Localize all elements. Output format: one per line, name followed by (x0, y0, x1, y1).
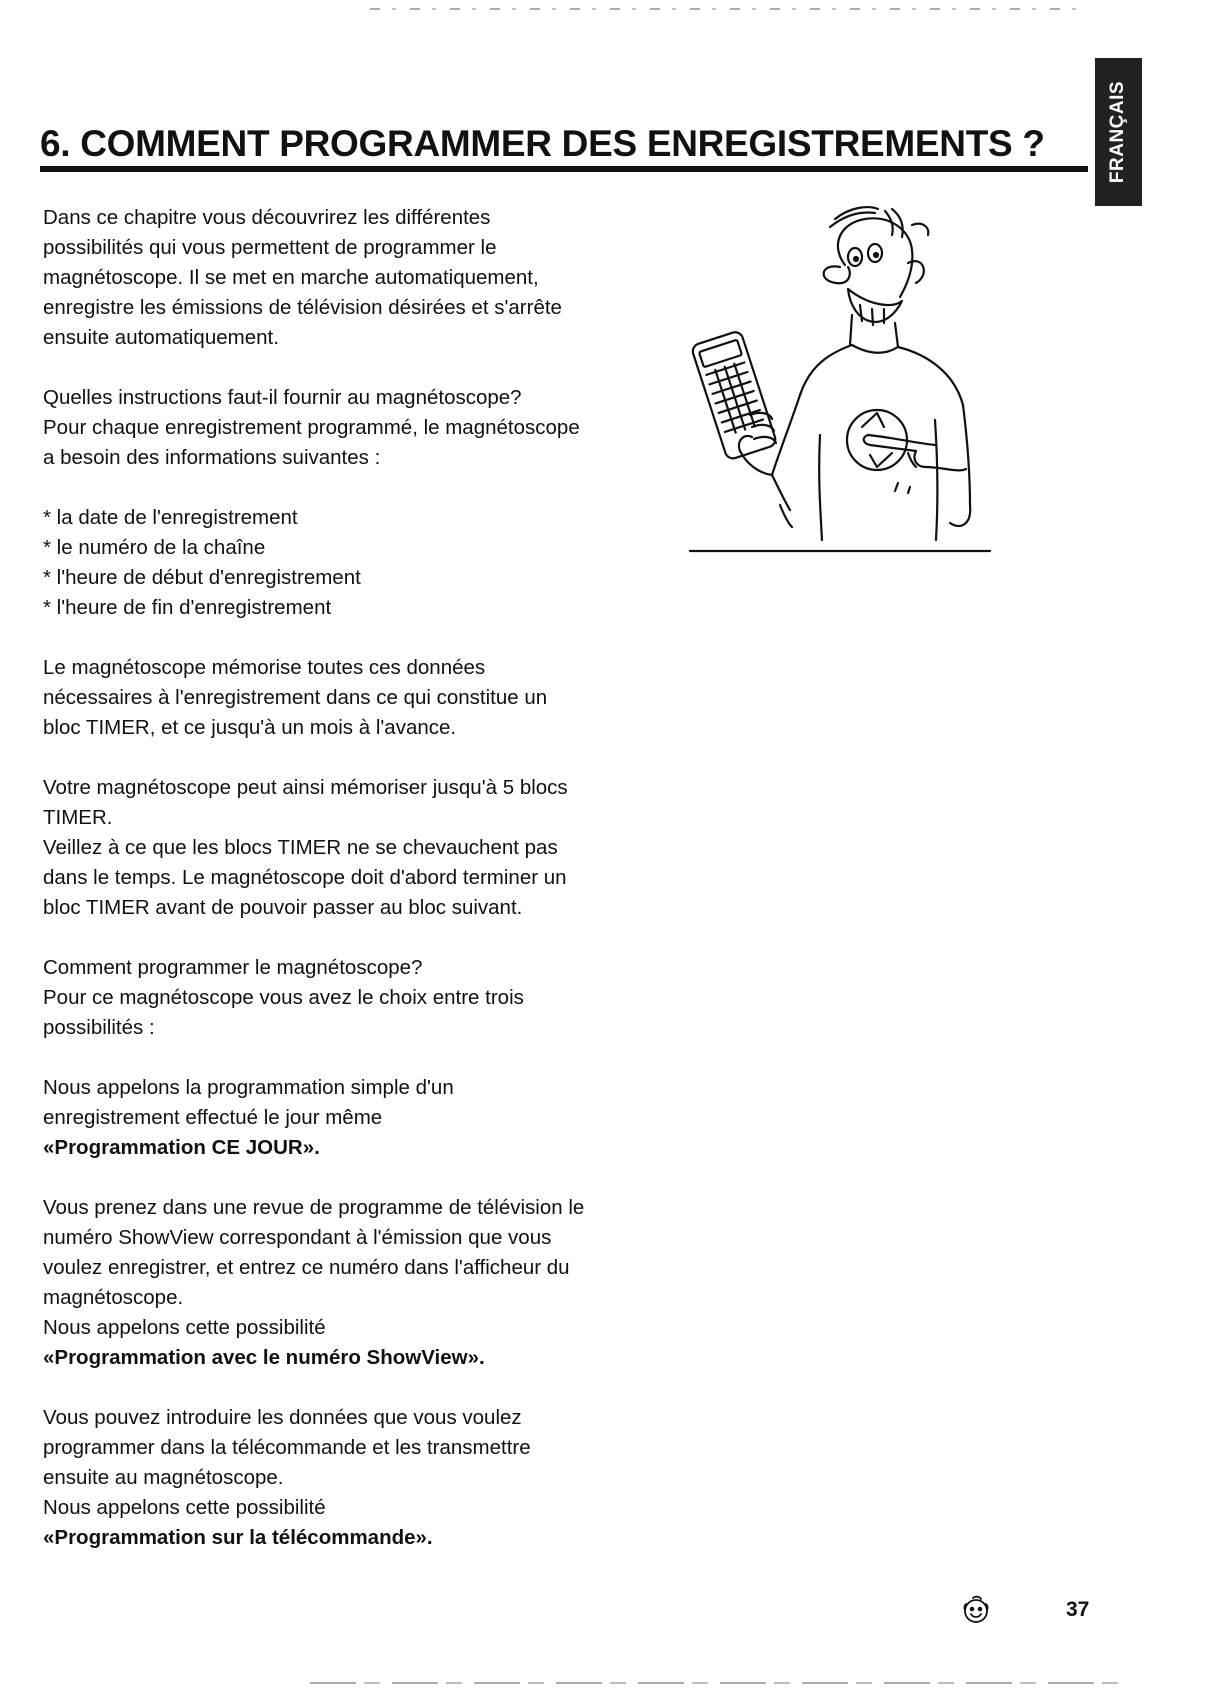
text-line: Comment programmer le magnétoscope? (43, 956, 423, 979)
page-title: 6. COMMENT PROGRAMMER DES ENREGISTREMENTS ? (40, 123, 1045, 164)
question-paragraph (43, 383, 663, 473)
cartoon-man-with-remote-illustration (680, 205, 1050, 605)
text-line: magnétoscope. Il se met en marche automatiquement, (43, 266, 539, 289)
text-line: bloc TIMER, et ce jusqu'à un mois à l'avance. (43, 716, 457, 739)
requirements-list (43, 503, 663, 623)
language-tab (1095, 58, 1142, 206)
option-title: «Programmation sur la télécommande». (43, 1526, 433, 1549)
text-line: Vous prenez dans une revue de programme de télévision le (43, 1196, 585, 1219)
option-showview (43, 1193, 663, 1373)
text-line: numéro ShowView correspondant à l'émission que vous (43, 1226, 552, 1249)
memory-paragraph (43, 653, 663, 743)
list-item: * la date de l'enregistrement (43, 506, 298, 529)
text-line: Pour chaque enregistrement programmé, le magnétoscope (43, 416, 580, 439)
text-line: Dans ce chapitre vous découvrirez les différentes (43, 206, 491, 229)
text-line: possibilités qui vous permettent de programmer le (43, 236, 497, 259)
language-tab-label: FRANÇAIS (1107, 80, 1129, 184)
text-line: dans le temps. Le magnétoscope doit d'abord terminer un (43, 866, 567, 889)
text-line: programmer dans la télécommande et les transmettre (43, 1436, 531, 1459)
title-block (40, 122, 1088, 172)
text-line: Nous appelons cette possibilité (43, 1496, 326, 1519)
option-title: «Programmation CE JOUR». (43, 1136, 320, 1159)
page-number: 37 (1066, 1598, 1090, 1621)
text-line: Vous pouvez introduire les données que vous voulez (43, 1406, 522, 1429)
text-line: Nous appelons cette possibilité (43, 1316, 326, 1339)
timer-blocks-paragraph (43, 773, 663, 923)
text-line: TIMER. (43, 806, 113, 829)
smiley-face-icon (960, 1594, 992, 1626)
intro-paragraph (43, 203, 663, 353)
text-line: Nous appelons la programmation simple d'un (43, 1076, 454, 1099)
text-line: Votre magnétoscope peut ainsi mémoriser jusqu'à 5 blocs (43, 776, 568, 799)
list-item: * l'heure de fin d'enregistrement (43, 596, 332, 619)
text-line: nécessaires à l'enregistrement dans ce qui constitue un (43, 686, 548, 709)
text-line: ensuite automatiquement. (43, 326, 279, 349)
text-line: enregistrement effectué le jour même (43, 1106, 383, 1129)
text-line: ensuite au magnétoscope. (43, 1466, 284, 1489)
text-line: Quelles instructions faut-il fournir au magnétoscope? (43, 386, 522, 409)
text-line: Veillez à ce que les blocs TIMER ne se chevauchent pas (43, 836, 558, 859)
text-line: Pour ce magnétoscope vous avez le choix entre trois (43, 986, 524, 1009)
text-line: magnétoscope. (43, 1286, 184, 1309)
text-line: enregistre les émissions de télévision désirées et s'arrête (43, 296, 562, 319)
text-line: possibilités : (43, 1016, 155, 1039)
option-title: «Programmation avec le numéro ShowView». (43, 1346, 485, 1369)
text-line: a besoin des informations suivantes : (43, 446, 381, 469)
main-text-column (43, 203, 663, 1583)
title-underline (40, 166, 1088, 172)
option-same-day (43, 1073, 663, 1163)
list-item: * le numéro de la chaîne (43, 536, 266, 559)
scan-artifact-top (370, 8, 1090, 10)
text-line: Le magnétoscope mémorise toutes ces données (43, 656, 486, 679)
text-line: voulez enregistrer, et entrez ce numéro dans l'afficheur du (43, 1256, 570, 1279)
list-item: * l'heure de début d'enregistrement (43, 566, 361, 589)
text-line: bloc TIMER avant de pouvoir passer au bloc suivant. (43, 896, 523, 919)
option-remote (43, 1403, 663, 1553)
scan-artifact-bottom (310, 1682, 1130, 1684)
how-to-paragraph (43, 953, 663, 1043)
